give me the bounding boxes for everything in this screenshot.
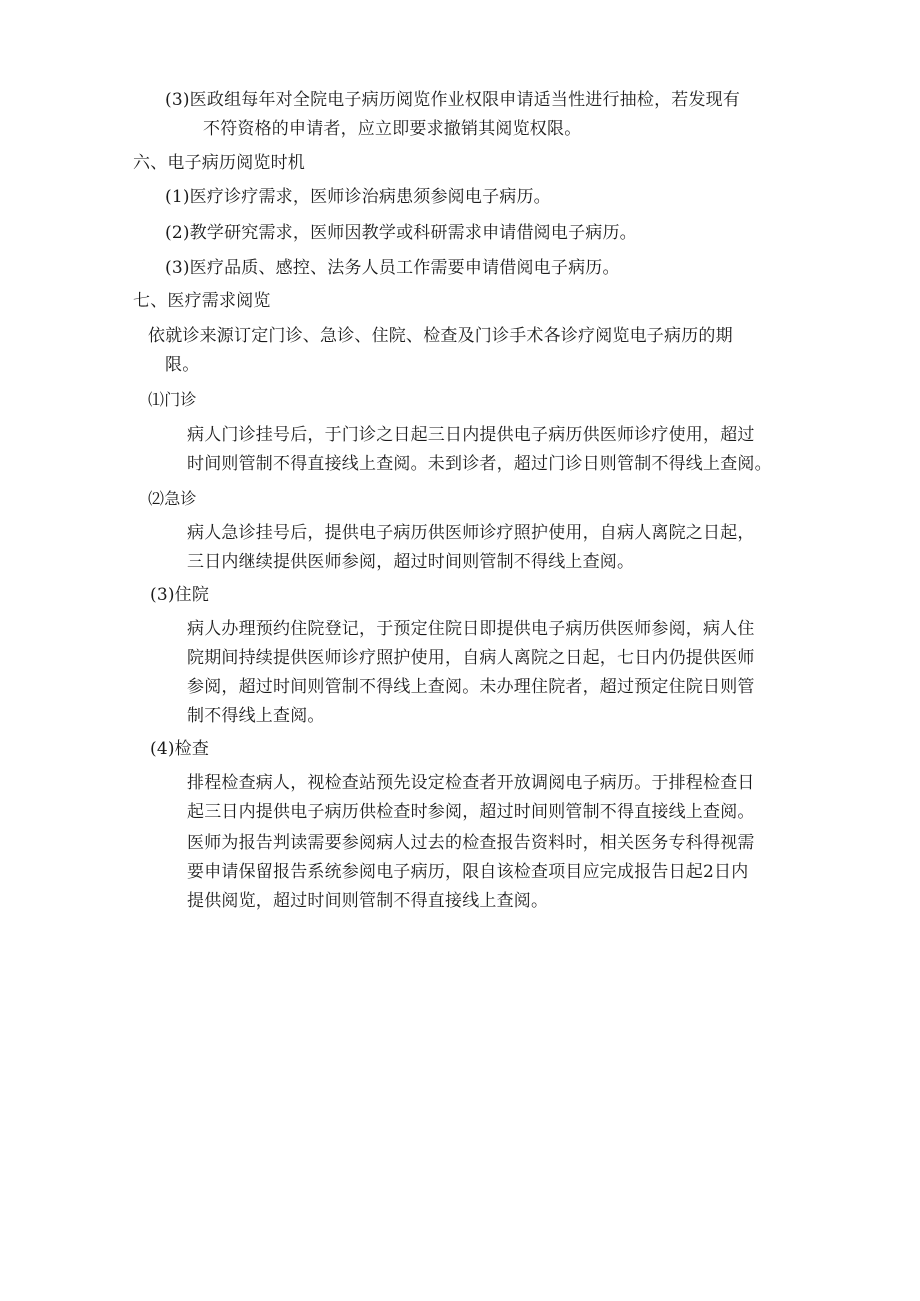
emergency-line2: 三日内继续提供医师参阅，超过时间则管制不得线上查阅。 (187, 552, 635, 572)
outpatient-line2: 时间则管制不得直接线上查阅。未到诊者，超过门诊日则管制不得线上查阅。 (187, 454, 772, 474)
outpatient-label: ⑴门诊 (148, 390, 197, 409)
s6-item1: (1)医疗诊疗需求，医师诊治病患须参阅电子病历。 (165, 187, 551, 207)
exam-p1-line1: 排程检查病人，视检查站预先设定检查者开放调阅电子病历。于排程检查日 (187, 773, 755, 793)
section6-heading: 六、电子病历阅览时机 (133, 153, 305, 173)
s6-item2: (2)教学研究需求，医师因教学或科研需求申请借阅电子病历。 (165, 223, 637, 243)
inpatient-line1: 病人办理预约住院登记，于预定住院日即提供电子病历供医师参阅，病人住 (187, 619, 755, 639)
section7-heading: 七、医疗需求阅览 (133, 291, 271, 311)
s5-item3-line1: (3)医政组每年对全院电子病历阅览作业权限申请适当性进行抽检，若发现有 (165, 90, 741, 110)
inpatient-line3: 参阅，超过时间则管制不得线上查阅。未办理住院者，超过预定住院日则管 (187, 677, 755, 697)
exam-p2-line2: 要申请保留报告系统参阅电子病历，限自该检查项目应完成报告日起2日内 (187, 862, 749, 882)
emergency-label: ⑵急诊 (148, 489, 197, 508)
s7-intro-line1: 依就诊来源订定门诊、急诊、住院、检查及门诊手术各诊疗阅览电子病历的期 (148, 326, 733, 346)
exam-label: (4)检查 (150, 739, 210, 759)
emergency-line1: 病人急诊挂号后，提供电子病历供医师诊疗照护使用，自病人离院之日起， (187, 523, 755, 543)
inpatient-label: (3)住院 (150, 585, 210, 605)
exam-p2-line1: 医师为报告判读需要参阅病人过去的检查报告资料时，相关医务专科得视需 (187, 833, 755, 853)
s5-item3-line2: 不符资格的申请者，应立即要求撤销其阅览权限。 (203, 119, 582, 139)
exam-p2-line3: 提供阅览，超过时间则管制不得直接线上查阅。 (187, 891, 549, 911)
exam-p1-line2: 起三日内提供电子病历供检查时参阅，超过时间则管制不得直接线上查阅。 (187, 802, 755, 822)
inpatient-line2: 院期间持续提供医师诊疗照护使用，自病人离院之日起，七日内仍提供医师 (187, 648, 755, 668)
outpatient-line1: 病人门诊挂号后，于门诊之日起三日内提供电子病历供医师诊疗使用，超过 (187, 425, 755, 445)
s7-intro-line2: 限。 (165, 355, 200, 375)
s6-item3: (3)医疗品质、感控、法务人员工作需要申请借阅电子病历。 (165, 258, 620, 278)
inpatient-line4: 制不得线上查阅。 (187, 706, 325, 726)
